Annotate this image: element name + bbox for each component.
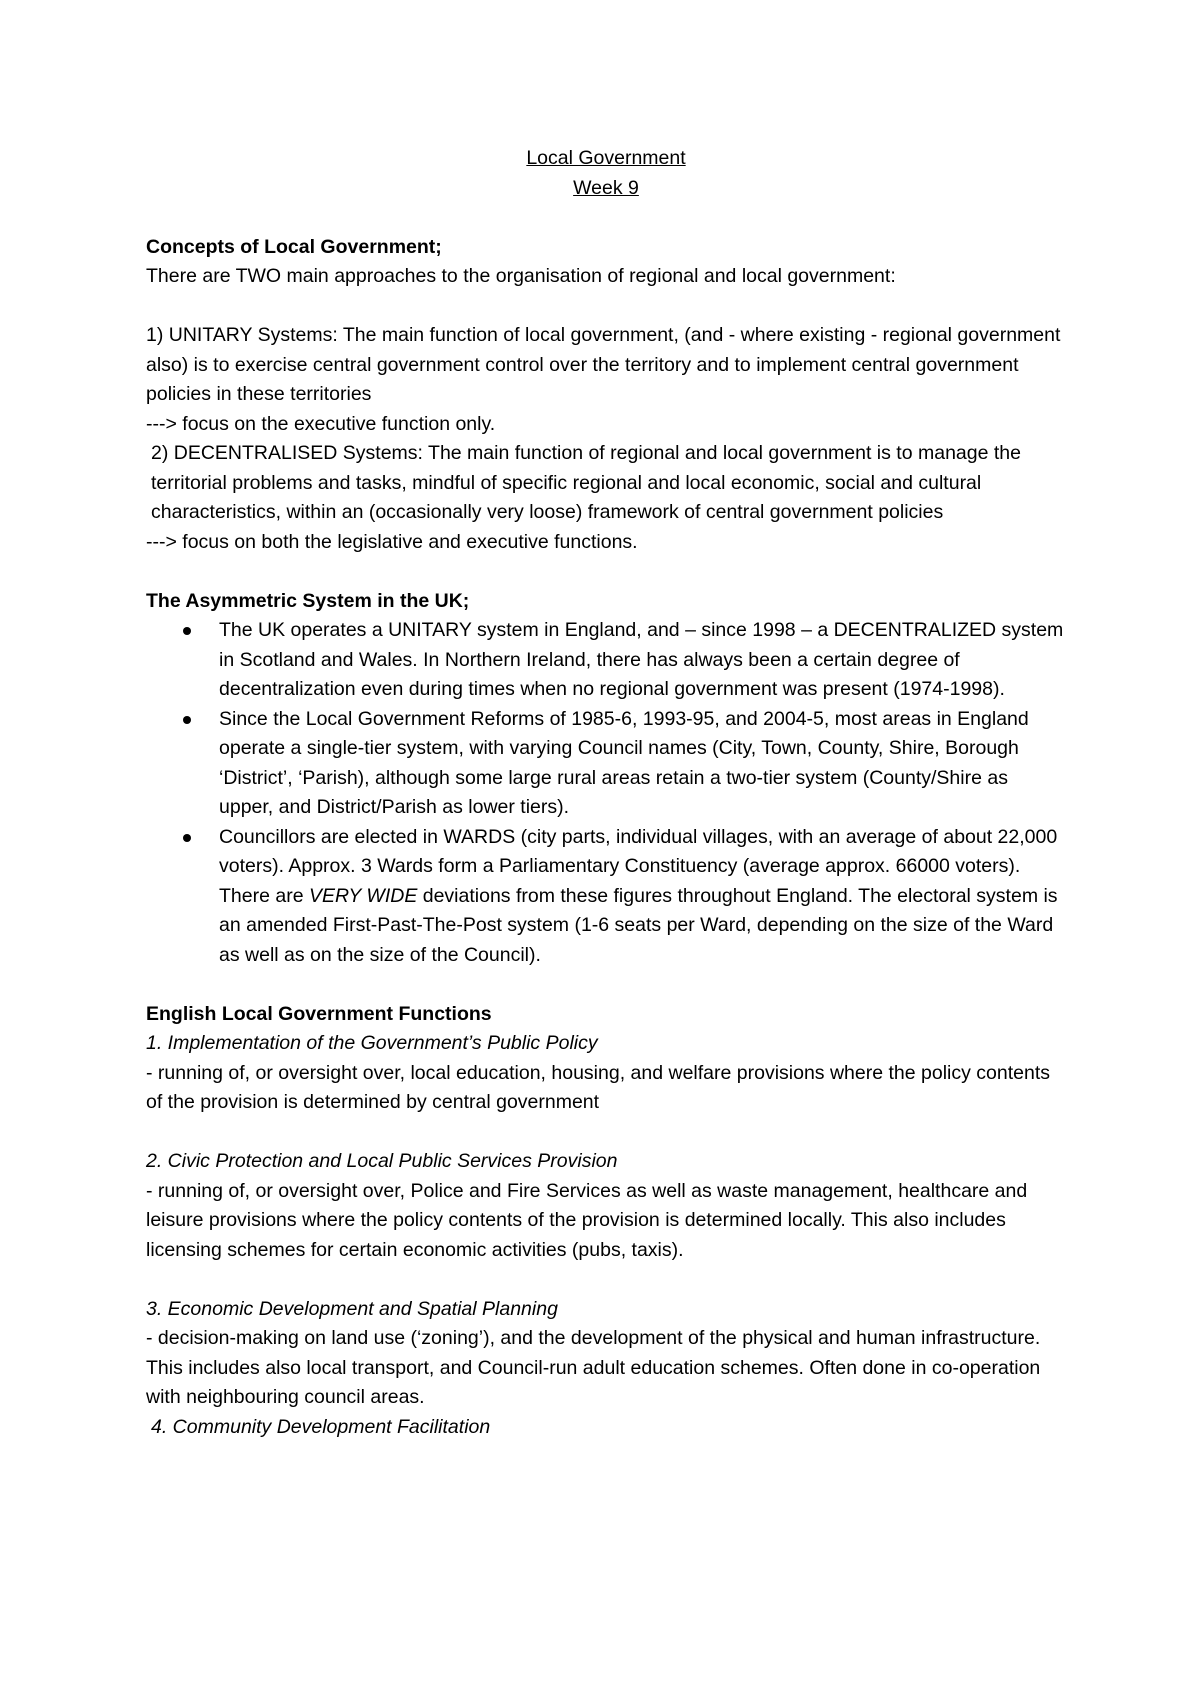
concepts-heading: Concepts of Local Government; <box>146 235 442 258</box>
function-4-title: 4. Community Development Facilitation <box>151 1415 491 1438</box>
bullet-icon <box>183 834 191 842</box>
function-3-title: 3. Economic Development and Spatial Planning <box>146 1297 558 1320</box>
function-1-text: - running of, or oversight over, local education, housing, and welfare provisions where the policy contents of the provision is determined by central government <box>146 1061 1051 1113</box>
bullet-icon <box>183 627 191 635</box>
decentralised-paragraph: 2) DECENTRALISED Systems: The main function of regional and local government is to manage the territorial problems and tasks, mindful of specific regional and local economic, social and cultural characteristics, within an (occasionally very loose) framework of central government policies <box>151 442 1021 523</box>
concepts-intro: There are TWO main approaches to the organisation of regional and local government: <box>146 265 896 287</box>
document-page <box>146 144 1066 1442</box>
list-item <box>146 705 1066 823</box>
document-subtitle: Week 9 <box>573 176 639 199</box>
function-1-title: 1. Implementation of the Government’s Public Policy <box>146 1032 598 1054</box>
asymmetric-bullet-list <box>146 616 1066 970</box>
bullet-text-part: deviations from these figures throughout England. The electoral system is an amended First-Past-The-Post system (1-6 seats per Ward, depending on the size of the Ward as well as on the size of the Council). <box>219 884 1058 966</box>
asymmetric-heading: The Asymmetric System in the UK; <box>146 589 470 612</box>
spacer <box>146 1118 1066 1148</box>
bullet-text-part: Councillors are elected in WARDS (city parts, individual villages, with an average of about 22,000 voters). Approx. 3 Wards form a Parliamentary Constituency (average approx. 66000 voters). There are <box>219 825 1058 907</box>
unitary-paragraph: 1) UNITARY Systems: The main function of local government, (and - where existing - regional government also) is to exercise central government control over the territory and to implement central government policies in these territories <box>146 324 1061 405</box>
bullet-text <box>219 826 1058 966</box>
function-2-text: - running of, or oversight over, Police and Fire Services as well as waste management, healthcare and leisure provisions where the policy contents of the provision is determined locally. This also includes licensing schemes for certain economic activities (pubs, taxis). <box>146 1179 1028 1261</box>
bullet-text: Since the Local Government Reforms of 1985-6, 1993-95, and 2004-5, most areas in England operate a single-tier system, with varying Council names (City, Town, County, Shire, Borough ‘District’, ‘Parish), although some large rural areas retain a two-tier system (County/Shire as upper, and District/Parish as lower tiers). <box>219 707 1029 818</box>
spacer <box>146 203 1066 233</box>
bullet-text: The UK operates a UNITARY system in England, and – since 1998 – a DECENTRALIZED system in Scotland and Wales. In Northern Ireland, there has always been a certain degree of decentralization even during times when no regional government was present (1974-1998). <box>219 619 1064 700</box>
unitary-focus: ---> focus on the executive function only. <box>146 412 496 435</box>
emphasis-text: VERY WIDE <box>308 884 418 907</box>
functions-heading: English Local Government Functions <box>146 1002 492 1025</box>
document-title: Local Government <box>526 147 686 169</box>
spacer <box>146 970 1066 1000</box>
bullet-icon <box>183 716 191 724</box>
spacer <box>146 1265 1066 1295</box>
list-item <box>146 616 1066 705</box>
list-item <box>146 823 1066 971</box>
function-2-title: 2. Civic Protection and Local Public Services Provision <box>146 1150 618 1172</box>
decentralised-focus: ---> focus on both the legislative and executive functions. <box>146 530 638 553</box>
spacer <box>146 557 1066 587</box>
function-3-text: - decision-making on land use (‘zoning’), and the development of the physical and human infrastructure. This includes also local transport, and Council-run adult education schemes. Often done in co-operation with neighbouring council areas. <box>146 1327 1041 1408</box>
spacer <box>146 292 1066 322</box>
